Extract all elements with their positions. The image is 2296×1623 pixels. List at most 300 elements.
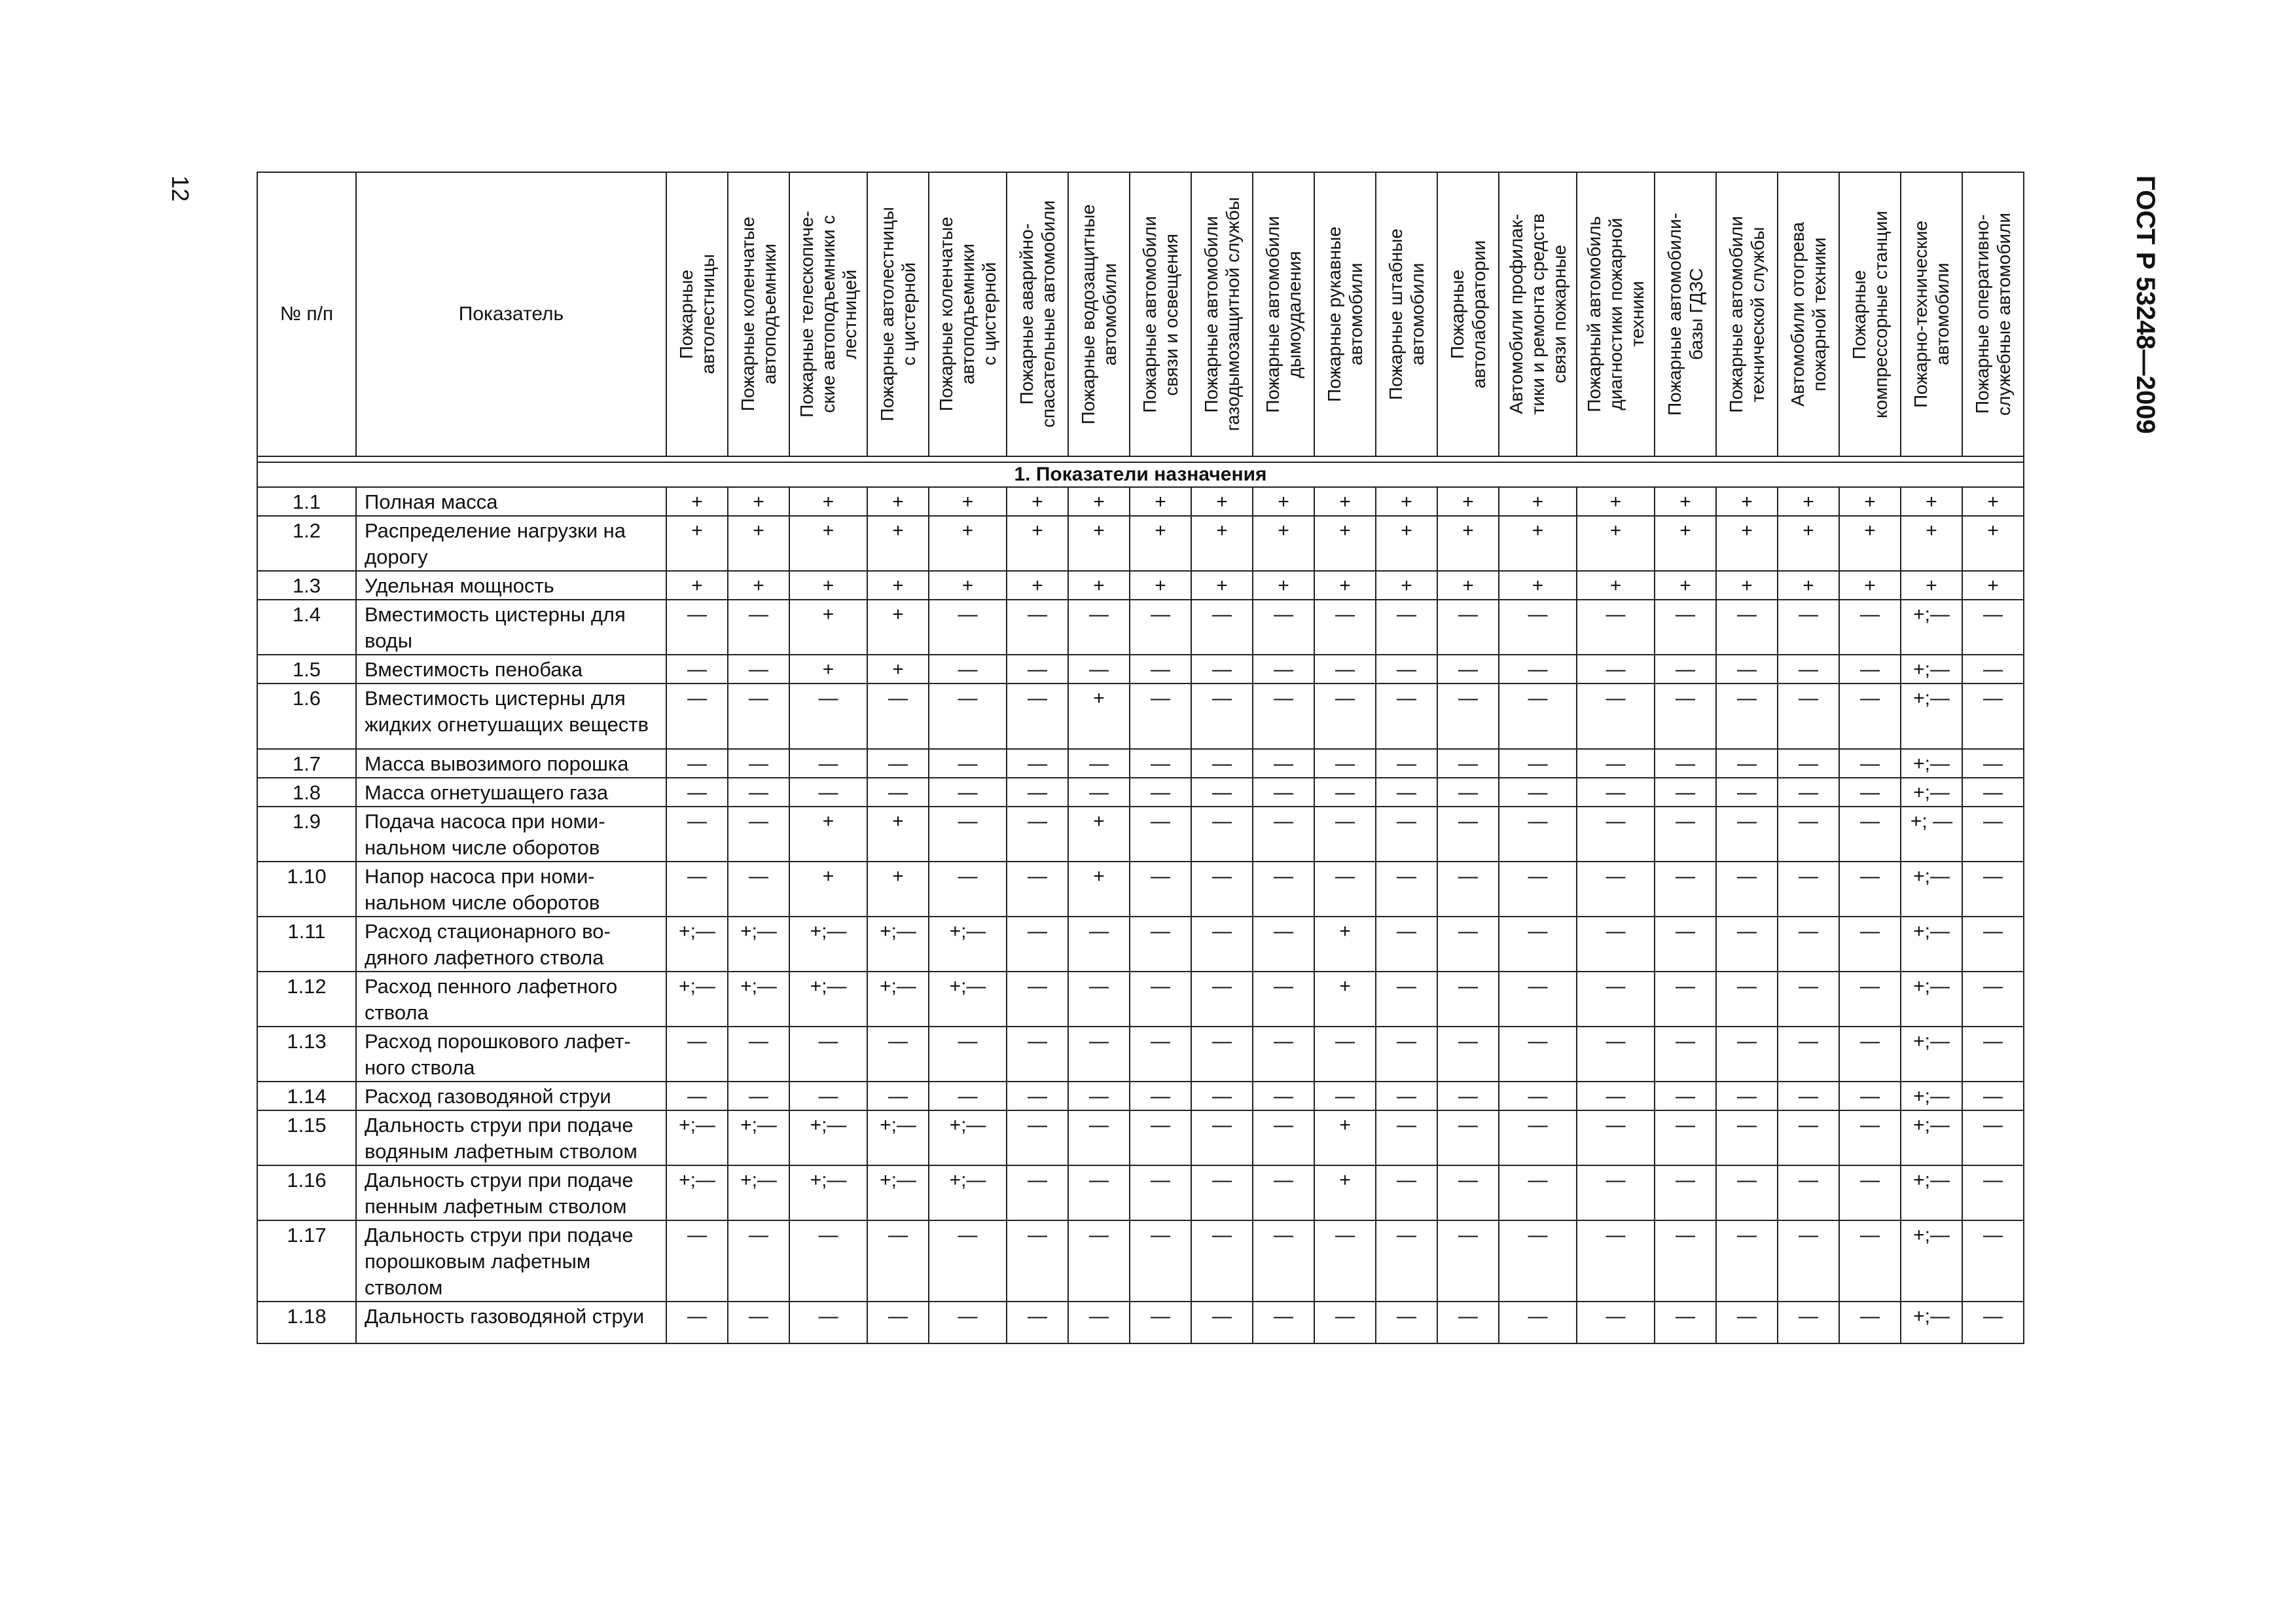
applicability-mark: +: [728, 516, 789, 571]
applicability-mark: —: [1962, 807, 2024, 862]
applicability-mark: —: [1499, 778, 1577, 807]
applicability-mark: —: [1130, 1165, 1191, 1220]
applicability-mark: —: [1068, 972, 1130, 1027]
applicability-mark: —: [1191, 1082, 1253, 1110]
applicability-mark: —: [1376, 972, 1437, 1027]
applicability-mark: —: [1376, 1027, 1437, 1082]
applicability-mark: —: [929, 1220, 1007, 1302]
applicability-mark: —: [1577, 917, 1655, 972]
applicability-mark: +: [1901, 516, 1962, 571]
applicability-mark: +: [1716, 487, 1778, 516]
applicability-mark: —: [1253, 1027, 1314, 1082]
applicability-mark: +: [1376, 487, 1437, 516]
applicability-mark: —: [1130, 778, 1191, 807]
applicability-mark: —: [1130, 917, 1191, 972]
applicability-mark: +: [1778, 571, 1839, 600]
applicability-mark: —: [1655, 684, 1716, 749]
applicability-mark: —: [1778, 655, 1839, 684]
document-title: ГОСТ Р 53248—2009: [2131, 175, 2160, 434]
applicability-mark: —: [1839, 749, 1901, 778]
row-indicator: Расход порошкового лафет-ного ствола: [356, 1027, 666, 1082]
applicability-mark: +: [1778, 516, 1839, 571]
applicability-mark: —: [1962, 1302, 2024, 1343]
applicability-mark: —: [1778, 1110, 1839, 1165]
applicability-mark: —: [1839, 862, 1901, 917]
applicability-mark: —: [1778, 778, 1839, 807]
applicability-mark: +: [1068, 516, 1130, 571]
applicability-mark: +: [789, 487, 867, 516]
applicability-mark: —: [666, 1302, 728, 1343]
column-header-vehicle: [1499, 172, 1577, 456]
applicability-mark: —: [867, 1082, 929, 1110]
applicability-mark: +;—: [728, 1165, 789, 1220]
column-header-vehicle: [1130, 172, 1191, 456]
applicability-mark: —: [1716, 778, 1778, 807]
applicability-mark: —: [666, 778, 728, 807]
applicability-mark: —: [1191, 1165, 1253, 1220]
applicability-mark: +;—: [666, 1165, 728, 1220]
applicability-mark: +: [1437, 487, 1499, 516]
applicability-mark: +;—: [666, 972, 728, 1027]
applicability-mark: +: [1577, 516, 1655, 571]
applicability-mark: +: [929, 487, 1007, 516]
applicability-mark: —: [728, 684, 789, 749]
table-row: [257, 571, 2024, 600]
row-indicator: Масса вывозимого порошка: [356, 749, 666, 778]
column-header-label: Пожарно-технические автомобили: [1910, 221, 1952, 408]
applicability-mark: +;—: [1901, 655, 1962, 684]
header-separator: [257, 456, 2024, 462]
applicability-mark: +;—: [1901, 1027, 1962, 1082]
applicability-mark: —: [1068, 1220, 1130, 1302]
applicability-mark: —: [1314, 862, 1376, 917]
column-header-label: Пожарные рукавные автомобили: [1324, 227, 1366, 402]
table-row: [257, 487, 2024, 516]
applicability-mark: +;—: [666, 1110, 728, 1165]
applicability-mark: +;—: [789, 972, 867, 1027]
column-header-vehicle: [1839, 172, 1901, 456]
applicability-mark: —: [1499, 917, 1577, 972]
applicability-mark: —: [1007, 972, 1068, 1027]
applicability-mark: +: [929, 571, 1007, 600]
applicability-mark: —: [1962, 1082, 2024, 1110]
applicability-mark: —: [1716, 1302, 1778, 1343]
applicability-mark: —: [728, 1082, 789, 1110]
applicability-mark: —: [1499, 1165, 1577, 1220]
applicability-mark: +;—: [867, 1165, 929, 1220]
applicability-mark: —: [1007, 862, 1068, 917]
applicability-mark: —: [666, 807, 728, 862]
applicability-mark: +: [666, 487, 728, 516]
applicability-mark: —: [1068, 778, 1130, 807]
applicability-mark: —: [1655, 1082, 1716, 1110]
applicability-mark: —: [1191, 1027, 1253, 1082]
applicability-mark: —: [1577, 1165, 1655, 1220]
applicability-mark: —: [1839, 1302, 1901, 1343]
applicability-mark: +: [1376, 571, 1437, 600]
applicability-mark: —: [1007, 807, 1068, 862]
applicability-mark: —: [1778, 1027, 1839, 1082]
applicability-mark: +: [1130, 487, 1191, 516]
applicability-mark: +;—: [1901, 1220, 1962, 1302]
applicability-mark: —: [1655, 972, 1716, 1027]
row-number: 1.10: [257, 862, 356, 917]
applicability-mark: —: [1839, 778, 1901, 807]
applicability-mark: —: [1007, 749, 1068, 778]
applicability-mark: +: [789, 600, 867, 655]
applicability-mark: —: [867, 1220, 929, 1302]
applicability-mark: +: [1068, 571, 1130, 600]
applicability-mark: —: [1437, 655, 1499, 684]
applicability-mark: —: [1716, 917, 1778, 972]
applicability-mark: —: [1253, 1082, 1314, 1110]
applicability-mark: —: [1577, 600, 1655, 655]
column-header-vehicle: [1437, 172, 1499, 456]
applicability-mark: —: [1716, 684, 1778, 749]
applicability-mark: —: [1839, 1165, 1901, 1220]
applicability-mark: +;—: [1901, 972, 1962, 1027]
table-row: [257, 749, 2024, 778]
row-indicator: Масса огнетушащего газа: [356, 778, 666, 807]
applicability-mark: —: [1191, 778, 1253, 807]
applicability-mark: —: [929, 684, 1007, 749]
applicability-mark: —: [1839, 684, 1901, 749]
indicators-table: [257, 172, 2024, 1344]
applicability-mark: —: [1655, 807, 1716, 862]
applicability-mark: +: [1314, 571, 1376, 600]
applicability-mark: —: [1499, 684, 1577, 749]
applicability-mark: +: [728, 487, 789, 516]
applicability-mark: +: [1778, 487, 1839, 516]
table-row: [257, 516, 2024, 571]
applicability-mark: —: [1191, 655, 1253, 684]
applicability-mark: —: [1007, 1082, 1068, 1110]
applicability-mark: +; —: [1901, 807, 1962, 862]
column-header-vehicle: [929, 172, 1007, 456]
column-header-label: Пожарные аварийно- спасательные автомобили: [1016, 200, 1058, 428]
applicability-mark: —: [1499, 972, 1577, 1027]
applicability-mark: +: [1314, 1110, 1376, 1165]
applicability-mark: —: [1962, 655, 2024, 684]
row-indicator: Вместимость цистерны для жидких огнетушащих веществ: [356, 684, 666, 749]
column-header-label: Пожарные автолестницы с цистерной: [877, 207, 919, 422]
applicability-mark: +: [1191, 571, 1253, 600]
applicability-mark: +: [1901, 487, 1962, 516]
applicability-mark: +;—: [929, 917, 1007, 972]
row-number: 1.5: [257, 655, 356, 684]
column-header-label: Пожарные автомобили дымоудаления: [1263, 215, 1304, 413]
applicability-mark: —: [1499, 655, 1577, 684]
applicability-mark: +: [1577, 571, 1655, 600]
applicability-mark: —: [1314, 684, 1376, 749]
applicability-mark: —: [1191, 917, 1253, 972]
applicability-mark: +: [1253, 516, 1314, 571]
applicability-mark: —: [1376, 1165, 1437, 1220]
applicability-mark: —: [666, 655, 728, 684]
row-indicator: Расход стационарного во-дяного лафетного ствола: [356, 917, 666, 972]
applicability-mark: —: [728, 749, 789, 778]
applicability-mark: —: [1577, 684, 1655, 749]
row-indicator: Вместимость цистерны для воды: [356, 600, 666, 655]
applicability-mark: —: [789, 684, 867, 749]
applicability-mark: —: [1716, 807, 1778, 862]
applicability-mark: —: [1499, 600, 1577, 655]
applicability-mark: —: [1191, 1302, 1253, 1343]
applicability-mark: —: [1130, 1302, 1191, 1343]
applicability-mark: —: [1191, 807, 1253, 862]
applicability-mark: —: [929, 1302, 1007, 1343]
applicability-mark: —: [1376, 807, 1437, 862]
applicability-mark: —: [1253, 807, 1314, 862]
applicability-mark: +: [1191, 487, 1253, 516]
applicability-mark: —: [1007, 655, 1068, 684]
row-number: 1.3: [257, 571, 356, 600]
applicability-mark: —: [1253, 1220, 1314, 1302]
column-header-label: Пожарные автомобили связи и освещения: [1139, 215, 1181, 413]
row-number: 1.18: [257, 1302, 356, 1343]
applicability-mark: —: [1655, 862, 1716, 917]
applicability-mark: —: [1068, 749, 1130, 778]
applicability-mark: +;—: [867, 1110, 929, 1165]
applicability-mark: +: [1437, 516, 1499, 571]
applicability-mark: —: [1716, 1027, 1778, 1082]
applicability-mark: +;—: [728, 1110, 789, 1165]
applicability-mark: —: [1839, 600, 1901, 655]
applicability-mark: +: [1499, 487, 1577, 516]
column-header-vehicle: [666, 172, 728, 456]
applicability-mark: +: [867, 571, 929, 600]
applicability-mark: —: [1778, 600, 1839, 655]
applicability-mark: —: [1007, 1165, 1068, 1220]
applicability-mark: +;—: [789, 917, 867, 972]
applicability-mark: —: [1839, 1027, 1901, 1082]
applicability-mark: +: [1314, 917, 1376, 972]
applicability-mark: —: [1778, 862, 1839, 917]
applicability-mark: —: [666, 749, 728, 778]
applicability-mark: —: [1068, 1165, 1130, 1220]
column-header-vehicle: [1314, 172, 1376, 456]
applicability-mark: —: [1314, 1302, 1376, 1343]
applicability-mark: +: [789, 862, 867, 917]
applicability-mark: +;—: [1901, 600, 1962, 655]
applicability-mark: —: [1716, 972, 1778, 1027]
applicability-mark: —: [1962, 1220, 2024, 1302]
applicability-mark: —: [1839, 807, 1901, 862]
applicability-mark: —: [1839, 655, 1901, 684]
applicability-mark: —: [1376, 600, 1437, 655]
applicability-mark: —: [1253, 917, 1314, 972]
applicability-mark: +: [867, 600, 929, 655]
row-number: 1.4: [257, 600, 356, 655]
applicability-mark: —: [728, 807, 789, 862]
row-number: 1.8: [257, 778, 356, 807]
applicability-mark: —: [1716, 1220, 1778, 1302]
applicability-mark: —: [1376, 684, 1437, 749]
applicability-mark: —: [1437, 1110, 1499, 1165]
table-row: [257, 1302, 2024, 1343]
column-header-vehicle: [728, 172, 789, 456]
applicability-mark: +: [1007, 516, 1068, 571]
applicability-mark: +: [1962, 516, 2024, 571]
applicability-mark: —: [1778, 684, 1839, 749]
column-header-label: Пожарные штабные автомобили: [1386, 228, 1427, 400]
applicability-mark: +: [1839, 487, 1901, 516]
applicability-mark: +;—: [728, 972, 789, 1027]
applicability-mark: —: [1577, 1110, 1655, 1165]
applicability-mark: —: [1577, 749, 1655, 778]
applicability-mark: —: [1314, 1220, 1376, 1302]
table-row: [257, 917, 2024, 972]
column-header-vehicle: [867, 172, 929, 456]
column-header-label: Пожарные автомобили технической службы: [1726, 215, 1768, 413]
applicability-mark: +: [789, 516, 867, 571]
applicability-mark: —: [1716, 600, 1778, 655]
applicability-mark: —: [929, 862, 1007, 917]
table-row: [257, 807, 2024, 862]
column-header-vehicle: [1901, 172, 1962, 456]
column-header-vehicle: [1577, 172, 1655, 456]
applicability-mark: —: [1376, 749, 1437, 778]
applicability-mark: —: [1962, 972, 2024, 1027]
column-header-vehicle: [1778, 172, 1839, 456]
applicability-mark: —: [1437, 807, 1499, 862]
applicability-mark: —: [666, 1082, 728, 1110]
column-header-label: Пожарный автомобиль диагностики пожарной техники: [1584, 216, 1647, 412]
applicability-mark: —: [1655, 1110, 1716, 1165]
table-row: [257, 1220, 2024, 1302]
applicability-mark: —: [1253, 749, 1314, 778]
applicability-mark: —: [1577, 655, 1655, 684]
applicability-mark: +: [1499, 516, 1577, 571]
applicability-mark: +: [1314, 487, 1376, 516]
applicability-mark: —: [1253, 655, 1314, 684]
applicability-mark: —: [1130, 972, 1191, 1027]
applicability-mark: —: [1191, 749, 1253, 778]
applicability-mark: —: [1437, 972, 1499, 1027]
applicability-mark: —: [1499, 1110, 1577, 1165]
applicability-mark: +;—: [867, 917, 929, 972]
applicability-mark: —: [666, 1027, 728, 1082]
table-row: [257, 972, 2024, 1027]
applicability-mark: —: [1577, 1027, 1655, 1082]
applicability-mark: —: [1068, 1027, 1130, 1082]
applicability-mark: —: [728, 1027, 789, 1082]
applicability-mark: +;—: [1901, 1110, 1962, 1165]
applicability-mark: —: [1314, 1082, 1376, 1110]
applicability-mark: —: [1655, 749, 1716, 778]
applicability-mark: +: [1314, 516, 1376, 571]
applicability-mark: —: [867, 1302, 929, 1343]
applicability-mark: —: [1068, 1110, 1130, 1165]
column-header-vehicle: [789, 172, 867, 456]
applicability-mark: —: [1839, 917, 1901, 972]
applicability-mark: —: [1962, 917, 2024, 972]
applicability-mark: +;—: [1901, 684, 1962, 749]
applicability-mark: +: [1437, 571, 1499, 600]
row-number: 1.14: [257, 1082, 356, 1110]
row-number: 1.16: [257, 1165, 356, 1220]
applicability-mark: —: [1839, 1082, 1901, 1110]
applicability-mark: +: [1253, 487, 1314, 516]
applicability-mark: —: [1376, 1110, 1437, 1165]
row-number: 1.6: [257, 684, 356, 749]
column-header-vehicle: [1716, 172, 1778, 456]
table-row: [257, 778, 2024, 807]
applicability-mark: +: [1962, 571, 2024, 600]
applicability-mark: —: [1007, 917, 1068, 972]
row-number: 1.17: [257, 1220, 356, 1302]
row-indicator: Удельная мощность: [356, 571, 666, 600]
applicability-mark: +: [867, 516, 929, 571]
applicability-mark: —: [1253, 1110, 1314, 1165]
applicability-mark: —: [1962, 862, 2024, 917]
applicability-mark: —: [1499, 807, 1577, 862]
column-header-label: Пожарные автолестницы: [676, 254, 718, 374]
applicability-mark: —: [1437, 1220, 1499, 1302]
applicability-mark: +: [1901, 571, 1962, 600]
applicability-mark: —: [1068, 1082, 1130, 1110]
column-header-vehicle: [1962, 172, 2024, 456]
column-header-label: Пожарные коленчатые автоподъемники: [738, 217, 780, 412]
applicability-mark: —: [1314, 655, 1376, 684]
applicability-mark: —: [1778, 1302, 1839, 1343]
applicability-mark: —: [789, 778, 867, 807]
applicability-mark: —: [1007, 1220, 1068, 1302]
applicability-mark: +: [1007, 487, 1068, 516]
applicability-mark: +: [1130, 571, 1191, 600]
applicability-mark: —: [666, 1220, 728, 1302]
row-indicator: Полная масса: [356, 487, 666, 516]
applicability-mark: —: [1007, 1027, 1068, 1082]
applicability-mark: +: [1376, 516, 1437, 571]
applicability-mark: —: [1962, 749, 2024, 778]
applicability-mark: —: [1068, 655, 1130, 684]
applicability-mark: —: [1962, 684, 2024, 749]
applicability-mark: +: [1314, 1165, 1376, 1220]
applicability-mark: —: [1839, 1220, 1901, 1302]
applicability-mark: —: [666, 600, 728, 655]
row-number: 1.2: [257, 516, 356, 571]
applicability-mark: —: [1130, 862, 1191, 917]
applicability-mark: +;—: [929, 1165, 1007, 1220]
applicability-mark: —: [1253, 1302, 1314, 1343]
applicability-mark: —: [1191, 1220, 1253, 1302]
row-indicator: Дальность струи при подаче пенным лафетным стволом: [356, 1165, 666, 1220]
column-header-vehicle: [1068, 172, 1130, 456]
applicability-mark: +: [1007, 571, 1068, 600]
applicability-mark: +: [1191, 516, 1253, 571]
applicability-mark: +: [1253, 571, 1314, 600]
applicability-mark: +;—: [789, 1110, 867, 1165]
applicability-mark: —: [1962, 1165, 2024, 1220]
table-row: [257, 600, 2024, 655]
table-header-row: [257, 172, 2024, 456]
applicability-mark: —: [1778, 917, 1839, 972]
applicability-mark: —: [1253, 862, 1314, 917]
column-header-label: Автомобили отогрева пожарной техники: [1787, 222, 1829, 407]
applicability-mark: —: [1962, 1110, 2024, 1165]
applicability-mark: —: [1314, 778, 1376, 807]
column-header-label: Пожарные водозащитные автомобили: [1078, 204, 1120, 425]
row-indicator: Дальность струи при подаче порошковым лафетным стволом: [356, 1220, 666, 1302]
row-number: 1.9: [257, 807, 356, 862]
applicability-mark: —: [1007, 1110, 1068, 1165]
applicability-mark: —: [1068, 917, 1130, 972]
column-header-vehicle: [1253, 172, 1314, 456]
applicability-mark: —: [1778, 807, 1839, 862]
applicability-mark: —: [1716, 1110, 1778, 1165]
column-header-label: Пожарные телескопиче- ские автоподъемники с лестницей: [797, 211, 860, 418]
